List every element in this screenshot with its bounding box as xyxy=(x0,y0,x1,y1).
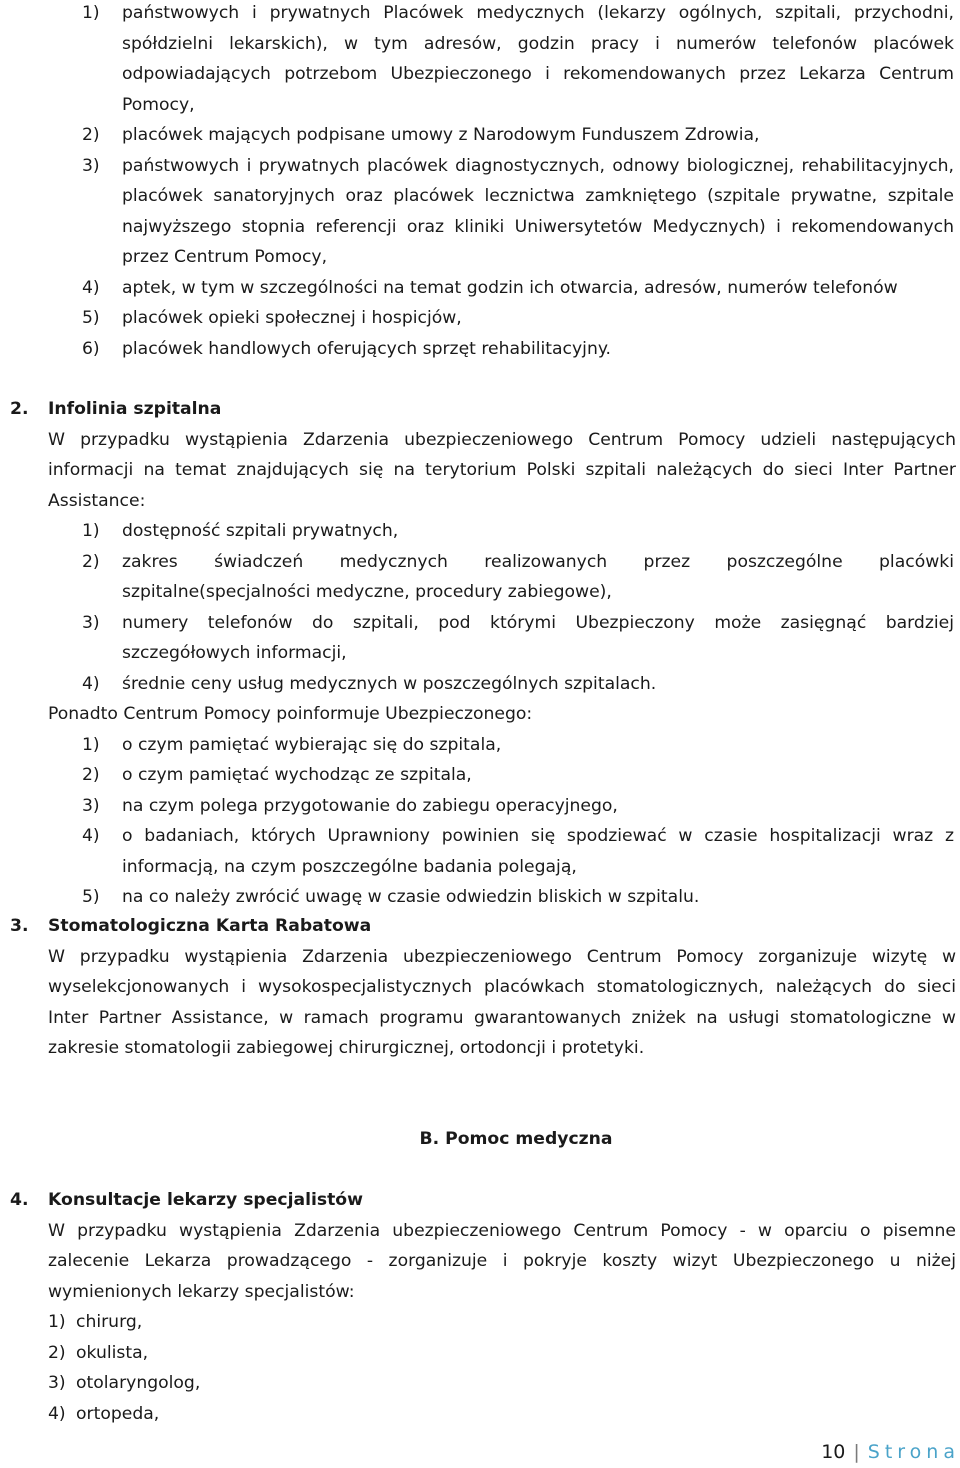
list-item xyxy=(0,608,960,669)
list-item xyxy=(0,1368,960,1399)
list-number: 3) xyxy=(48,1373,66,1393)
list-item xyxy=(0,791,960,822)
list-text: na czym polega przygotowanie do zabiegu operacyjnego, xyxy=(122,795,618,816)
section-title: Konsultacje lekarzy specjalistów xyxy=(48,1190,363,1210)
list-number: 2) xyxy=(82,765,100,785)
list-item xyxy=(0,669,960,700)
section-number: 4. xyxy=(10,1190,29,1210)
list-number: 4) xyxy=(82,826,100,846)
section-heading xyxy=(0,1185,960,1216)
list-number: 2) xyxy=(48,1342,66,1363)
list-text: otolaryngolog, xyxy=(76,1373,201,1393)
list-item xyxy=(0,151,960,273)
list-text: placówek opieki społecznej i hospicjów, xyxy=(122,308,462,328)
section-dental-card xyxy=(0,911,960,1064)
list-item xyxy=(0,1399,960,1430)
facility-list xyxy=(0,0,960,364)
list-text: zakres świadczeń medycznych realizowanych przez poszczególne placówki szpitalne(specjalności medyczne, procedury zabiegowe), xyxy=(122,551,954,602)
section-heading xyxy=(0,394,960,425)
list-item xyxy=(0,882,960,913)
list-text: aptek, w tym w szczególności na temat godzin ich otwarcia, adresów, numerów telefonów xyxy=(122,277,898,298)
list-number: 1) xyxy=(82,521,100,541)
list-item xyxy=(0,730,960,761)
list-number: 3) xyxy=(82,612,100,633)
section-hospital-hotline xyxy=(0,394,960,913)
list-text: placówek mających podpisane umowy z Narodowym Funduszem Zdrowia, xyxy=(122,125,760,145)
footer-separator: | xyxy=(853,1441,860,1463)
list-text: o czym pamiętać wychodząc ze szpitala, xyxy=(122,765,472,785)
list-text: państwowych i prywatnych Placówek medycznych (lekarzy ogólnych, szpitali, przychodni, spółdzielni lekarskich), w tym adresów, godzin pracy i numerów telefonów placówek odpowiadających potrzebom Ubezpieczonego i rekomendowanych przez Lekarza Centrum Pomocy, xyxy=(122,3,954,115)
list-text: na co należy zwrócić uwagę w czasie odwiedzin bliskich w szpitalu. xyxy=(122,887,700,907)
list-text: o czym pamiętać wybierając się do szpitala, xyxy=(122,734,502,755)
section-title: Stomatologiczna Karta Rabatowa xyxy=(48,916,372,936)
section-number: 2. xyxy=(10,399,29,419)
list-item xyxy=(0,547,960,608)
page-footer xyxy=(0,1436,960,1468)
list-number: 2) xyxy=(82,551,100,572)
list-text: o badaniach, których Uprawniony powinien się spodziewać w czasie hospitalizacji wraz z informacją, na czym poszczególne badania polegają, xyxy=(122,826,954,877)
list-number: 1) xyxy=(48,1312,66,1332)
list-item xyxy=(0,0,960,120)
section-specialist-consultations xyxy=(0,1185,960,1429)
list-text: chirurg, xyxy=(76,1312,143,1332)
section-title: Infolinia szpitalna xyxy=(48,399,222,419)
section-number: 3. xyxy=(10,916,29,936)
list-item xyxy=(0,303,960,334)
list-text: średnie ceny usług medycznych w poszczególnych szpitalach. xyxy=(122,673,657,694)
list-item xyxy=(0,1338,960,1369)
list-number: 6) xyxy=(82,338,100,359)
list-text: dostępność szpitali prywatnych, xyxy=(122,521,399,541)
part-b-heading: B. Pomoc medyczna xyxy=(419,1129,613,1149)
list-number: 4) xyxy=(82,277,100,298)
list-text: placówek handlowych oferujących sprzęt rehabilitacyjny. xyxy=(122,338,612,359)
list-item xyxy=(0,120,960,151)
list-item xyxy=(0,516,960,547)
page-label: Strona xyxy=(867,1441,960,1463)
list-item xyxy=(0,273,960,304)
list-number: 1) xyxy=(82,3,100,23)
list-item xyxy=(0,334,960,365)
section-heading xyxy=(0,911,960,942)
list-text: ortopeda, xyxy=(76,1403,160,1424)
list-number: 5) xyxy=(82,887,100,907)
list-number: 4) xyxy=(82,673,100,694)
list-item xyxy=(0,760,960,791)
list-item xyxy=(0,1307,960,1338)
page-number: 10 xyxy=(821,1441,846,1463)
list-text: państwowych i prywatnych placówek diagnostycznych, odnowy biologicznej, rehabilitacyjnych, placówek sanatoryjnych oraz placówek lecznictwa zamkniętego (szpitale prywatne, szpitale najwyższego stopnia referencji oraz kliniki Uniwersytetów Medycznych) i rekomendowanych przez Centrum Pomocy, xyxy=(122,155,954,267)
list-text: okulista, xyxy=(76,1342,149,1363)
list-text: numery telefonów do szpitali, pod którymi Ubezpieczony może zasięgnąć bardziej szczegółowych informacji, xyxy=(122,612,954,663)
section-paragraph: W przypadku wystąpienia Zdarzenia ubezpieczeniowego Centrum Pomocy - w oparciu o pisemne zalecenie Lekarza prowadzącego - zorganizuje i pokryje koszty wizyt Ubezpieczonego u niżej wymienionych lekarzy specjalistów: xyxy=(48,1220,956,1302)
list-item xyxy=(0,821,960,882)
section-paragraph: W przypadku wystąpienia Zdarzenia ubezpieczeniowego Centrum Pomocy udzieli następujących informacji na temat znajdujących się na terytorium Polski szpitali należących do sieci Inter Partner Assistance: xyxy=(48,429,956,511)
section-paragraph: W przypadku wystąpienia Zdarzenia ubezpieczeniowego Centrum Pomocy zorganizuje wizytę w wyselekcjonowanych i wysokospecjalistycznych placówkach stomatologicznych, należących do sieci Inter Partner Assistance, w ramach programu gwarantowanych zniżek na usługi stomatologiczne w zakresie stomatologii zabiegowej chirurgicznej, ortodoncji i protetyki. xyxy=(48,946,956,1058)
list-number: 4) xyxy=(48,1403,66,1424)
list-number: 3) xyxy=(82,155,100,176)
list-number: 3) xyxy=(82,795,100,816)
list-number: 5) xyxy=(82,308,100,328)
list-number: 1) xyxy=(82,734,100,755)
section-paragraph: Ponadto Centrum Pomocy poinformuje Ubezpieczonego: xyxy=(48,704,533,724)
list-number: 2) xyxy=(82,125,100,145)
